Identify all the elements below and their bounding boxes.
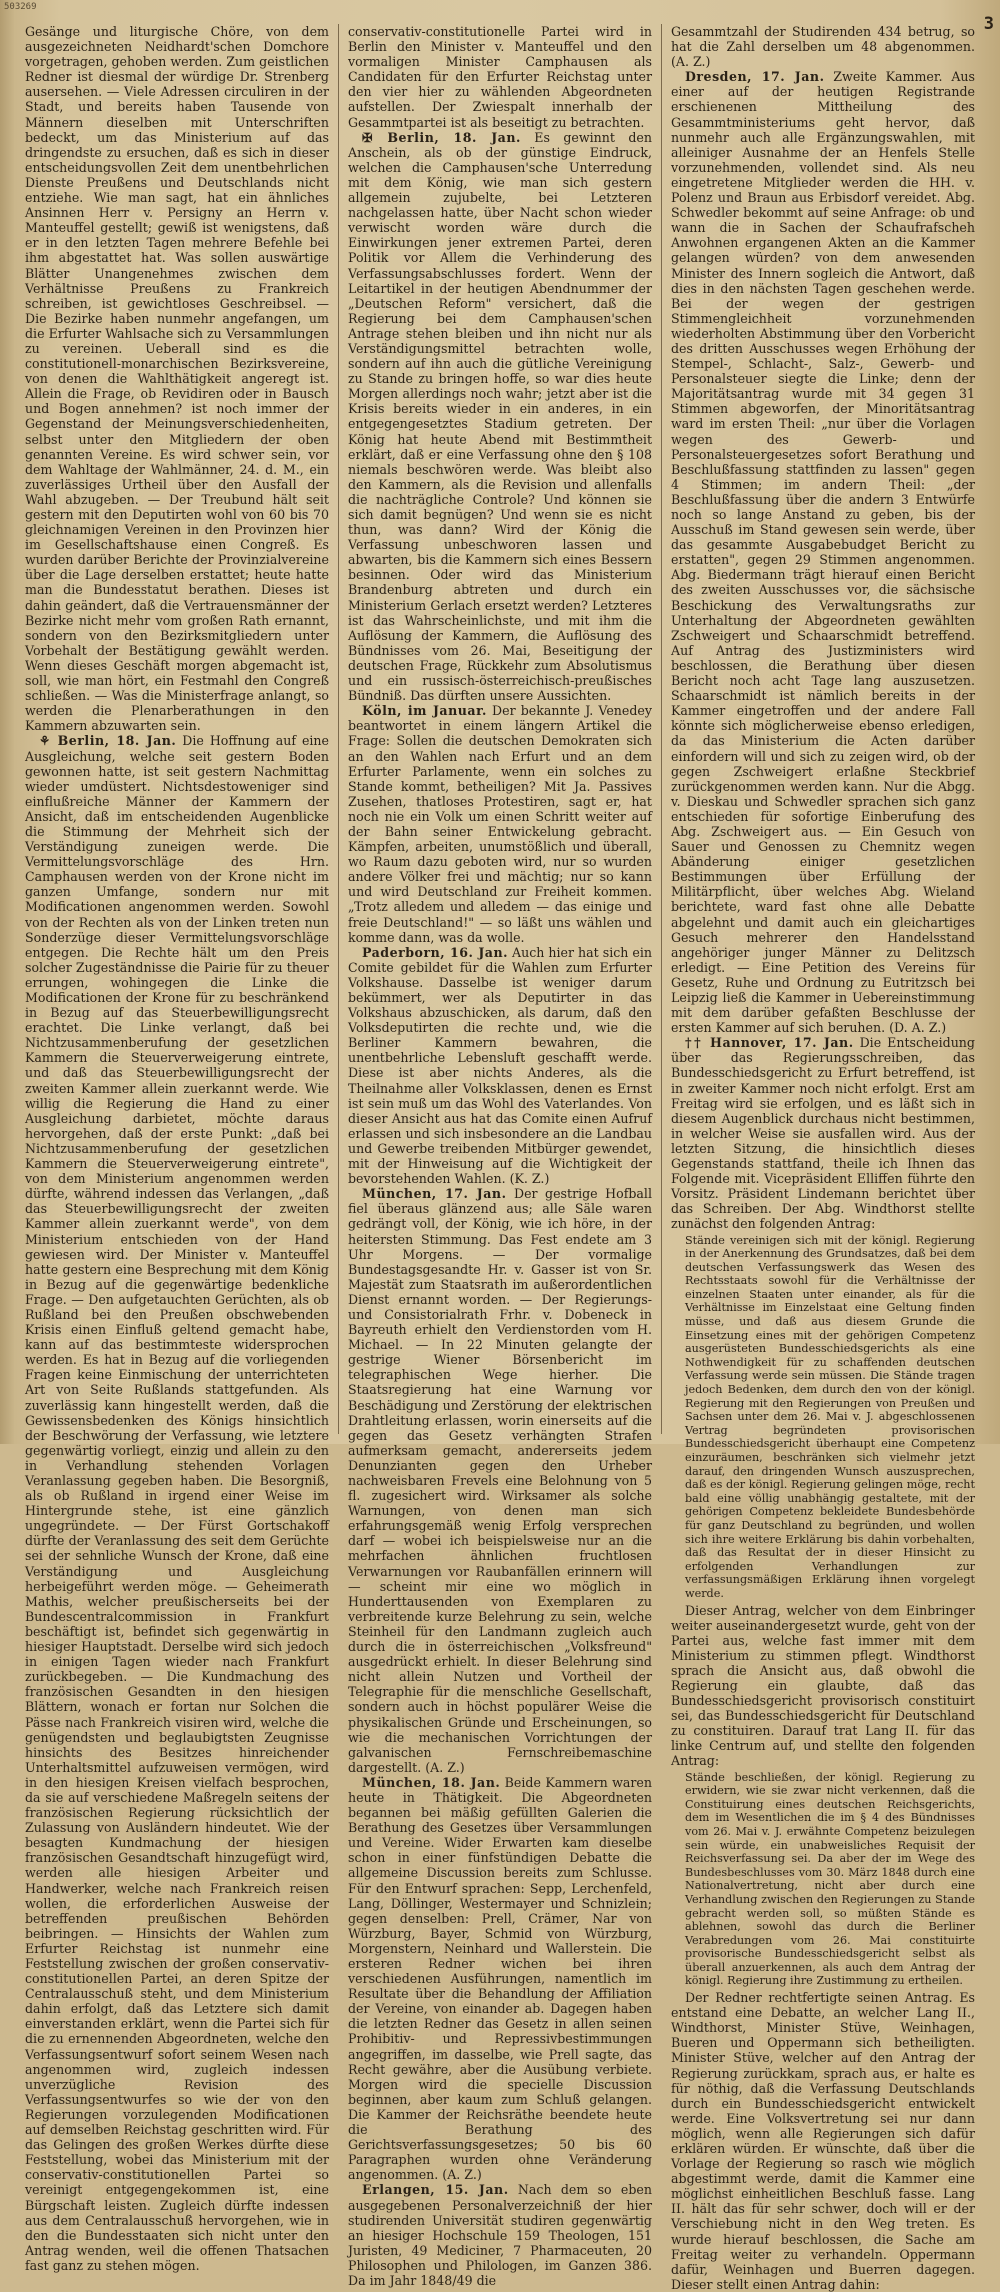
paragraph-text: Der gestrige Hofball fiel überaus glänzend aus; alle Säle waren gedrängt voll, der König, wie ich höre, in der heitersten Stimmung. Das Fest endete am 3 Uhr Morgens. — Der vormalige Bundestagsgesandte Hr. v. Gasser ist von Sr. Majestät zum Staatsrath im außerordentlichen Dienst ernannt worden. — Der Regierungs- und Consistorialrath Frhr. v. Dobeneck in Bayreuth erhielt den Verdienstorden vom H. Michael. — In 22 Minuten gelangte der gestrige Wiener Börsenbericht im telegraphischen Wege hierher. Die Staatsregierung hat eine Warnung vor Beschädigung und Zerstörung der elektrischen Drahtleitung erlassen, worin einerseits auf die gegen das Gesetz verhängten Strafen aufmerksam gemacht, andererseits jedem Denunzianten gegen den Urheber nachweisbaren Frevels eine Belohnung von 5 fl. zugesichert wird. Wirksamer als solche Warnungen, von denen man sich erfahrungsgemäß wenig Erfolg versprechen darf — wobei ich beispielsweise nur an die mehrfachen ähnlichen fruchtlosen Verwarnungen vor Raubanfällen erinnern will — scheint mir eine wo möglich in Hunderttausenden von Exemplaren zu verbreitende kurze Belehrung zu sein, welche Steinheil für den Landmann zugleich auch durch die in österreichischen „Volksfreund" ausgedrückt erhielt. In dieser Belehrung sind nicht allein Nutzen und Vortheil der Telegraphie für die menschliche Gesellschaft, sondern auch in höchst populärer Weise die physikalischen Gründe und Erscheinungen, so wie die mechanischen Vorrichtungen der galvanischen Fernschreibemaschine dargestellt. (A. Z.)	[348, 1186, 652, 1775]
dateline: Paderborn, 16. Jan.	[362, 944, 508, 960]
article-paragraph	[348, 24, 652, 130]
article-paragraph	[25, 733, 329, 2273]
article-paragraph	[348, 1775, 652, 2183]
article-paragraph	[348, 1186, 652, 1775]
paragraph-text: conservativ-constitutionelle Partei wird in Berlin den Minister v. Manteuffel und den vormaligen Minister Camphausen als Candidaten für den Erfurter Reichstag unter den vier hier zu wählenden Abgeordneten aufstellen. Der Zwiespalt innerhalb der Gesammtpartei ist als beseitigt zu betrachten.	[348, 24, 652, 130]
paragraph-text: Zweite Kammer. Aus einer auf der heutigen Registrande erschienenen Mittheilung des Gesammtministeriums geht hervor, daß nunmehr auch alle Ergänzungswahlen, mit alleiniger Ausnahme der an Henfels Stelle vorzunehmenden, vollendet sind. Als neu eingetretene Mitglieder werden die HH. v. Polenz und Braun aus Erbisdorf vereidet. Abg. Schwedler bekommt auf seine Anfrage: ob und wann die in Sachen der Schaufrafscheh Anwohnen ergangenen Akten an die Kammer gelangen würden? von dem anwesenden Minister des Innern sogleich die Antwort, daß dies in den nächsten Tagen geschehen werde. Bei der wegen der gestrigen Stimmengleichheit vorzunehmenden wiederholten Abstimmung über den Vorbericht des dritten Ausschusses wegen Erhöhung der Stempel-, Schlacht-, Salz-, Gewerb- und Personalsteuer siegte die Linke; denn der Majoritätsantrag wurde mit 34 gegen 31 Stimmen abgeworfen, der Minoritätsantrag ward im ersten Theil: „nur über die Vorlagen wegen des Gewerb- und Personalsteuergesetzes sofort Berathung und Beschlußfassung stattfinden zu lassen" gegen 4 Stimmen; im andern Theil: „der Beschlußfassung über die andern 3 Entwürfe noch so lange Anstand zu geben, bis der Ausschuß im Stand gewesen sein werde, über das gesammte Ausgabebudget Bericht zu erstatten", gegen 29 Stimmen angenommen. Abg. Biedermann trägt hierauf einen Bericht des zweiten Ausschusses vor, die sächsische Beschickung des Verwaltungsraths zur Unterhaltung der Abgeordneten gewählten Zschweigert und Schaarschmidt betreffend. Auf Antrag des Justizministers wird beschlossen, die Berathung über diesen Bericht noch acht Tage lang auszusetzen. Schaarschmidt ist nämlich bereits in der Kammer eingetroffen und der andere Fall könnte sich möglicherweise ebenso erledigen, da das Ministerium die Acten darüber einfordern will und sich zu zeigen wird, ob der gegen Zschweigert erlaßne Steckbrief zurückgenommen werden kann. Nur die Abgg. v. Dieskau und Schwedler sprachen sich ganz entschieden für sofortige Einberufung des Abg. Zschweigert aus. — Ein Gesuch von Sauer und Genossen zu Chemnitz wegen Abänderung einiger gesetzlichen Bestimmungen über Erfüllung der Militärpflicht, über welches Abg. Wieland berichtete, ward fast ohne alle Debatte abgelehnt und damit auch ein gleichartiges Gesuch mehrerer den Handelsstand angehöriger junger Männer zu Delitzsch erledigt. — Eine Petition des Vereins für Gesetz, Ruhe und Ordnung zu Eutritzsch bei Leipzig ließ die Kammer in Uebereinstimmung mit dem darüber gefaßten Beschlusse der ersten Kammer auf sich beruhen. (D. A. Z.)	[671, 69, 976, 1036]
dateline: ⚘ Berlin, 18. Jan.	[39, 733, 177, 749]
article-paragraph	[348, 945, 652, 1187]
dateline: Dresden, 17. Jan.	[685, 69, 825, 85]
article-paragraph	[25, 24, 329, 733]
page-number: 3	[983, 14, 994, 34]
article-paragraph	[671, 1990, 975, 2292]
paragraph-text: Dieser Antrag, welcher von dem Einbringer weiter auseinandergesetzt wurde, geht von der Partei aus, welche fast immer mit dem Ministerium zu stimmen pflegt. Windthorst sprach die Ansicht aus, daß obwohl die Regierung ein glaubte, daß das Bundesschiedsgericht provisorisch constituirt sei, das Bundesschiedsgericht für Deutschland zu constituiren. Darauf trat Lang II. für das linke Centrum auf, und stellte den folgenden Antrag:	[671, 1602, 975, 1769]
dateline: †† Hannover, 17. Jan.	[685, 1035, 854, 1051]
dateline: München, 17. Jan.	[362, 1186, 507, 1202]
motion-text	[685, 1771, 975, 1989]
article-paragraph	[348, 2182, 652, 2288]
dateline: Köln, im Januar.	[362, 703, 487, 719]
dateline: Erlangen, 15. Jan.	[362, 2182, 509, 2198]
paragraph-text: Der Redner rechtfertigte seinen Antrag. Es entstand eine Debatte, an welcher Lang II., Windthorst, Minister Stüve, Weinhagen, Bueren und Oppermann sich betheiligten. Minister Stüve, welcher auf den Antrag der Regierung zurückkam, sprach aus, er halte es für nöthig, daß die Verfassung Deutschlands durch ein Bundesschiedsgericht entwickelt werde. Eine Volksvertretung sei nur dann möglich, wenn alle Regierungen sich dafür erklären würden. Er wünschte, daß über die Vorlage der Regierung so rasch wie möglich abgestimmt werde, damit die Kammer eine möglichst einheitlichen Beschluß fasse. Lang II. hält das für sehr schwer, doch will er der Verschiebung nicht in den Weg treten. Es wurde hierauf beschlossen, die Sache am Freitag weiter zu verhandeln. Oppermann dafür, Weinhagen und Buerren dagegen. Dieser stellt einen Antrag dahin:	[671, 1990, 975, 2292]
paragraph-text: Die Hoffnung auf eine Ausgleichung, welche seit gestern Boden gewonnen hatte, ist seit gestern Nachmittag wieder umdüstert. Nichtsdestoweniger sind einflußreiche Männer der Kammern der Ansicht, daß im entscheidenden Augenblicke die Stimmung der Mehrheit sich der Verständigung zuneigen werde. Die Vermittelungsvorschläge des Hrn. Camphausen werden von der Krone nicht im ganzen Umfange, sondern nur mit Modificationen angenommen werden. Sowohl von der Rechten als von der Linken treten nun Sonderzüge dieser Vermittelungsvorschläge entgegen. Die Rechte hält um den Preis solcher Zugeständnisse die Pairie für zu theuer errungen, wohingegen die Linke die Modificationen der Krone für zu beschränkend in Bezug auf das Steuerbewilligungsrecht erachtet. Die Linke verlangt, daß bei Nichtzusammenberufung der gesetzlichen Kammern die Steuerverweigerung eintrete, und daß das Steuerbewilligungsrecht der zweiten Kammer allein zuerkannt werde. Wie willig die Regierung die Hand zu einer Ausgleichung darbietet, möchte daraus hervorgehen, daß der erste Punkt: „daß bei Nichtzusammenberufung der gesetzlichen Kammern die Steuerverweigerung eintrete", von dem Ministerium angenommen werden dürfte, während indessen das Verlangen, „daß das Steuerbewilligungsrecht der zweiten Kammer allein zuerkannt werde", von dem Ministerium entschieden von der Hand gewiesen wird. Der Minister v. Manteuffel hatte gestern eine Besprechung mit dem König in Bezug auf die gegenwärtige bedenkliche Frage. — Den aufgetauchten Gerüchten, als ob Rußland bei den Preußen obschwebenden Krisis einen Einfluß geltend gemacht habe, kann auf das bestimmteste widersprochen werden. Es hat in Bezug auf die vorliegenden Fragen keine Einmischung der unterrichteten Art von Seite Rußlands stattgefunden. Als zuverlässig kann hingestellt werden, daß die Gewissensbedenken des Königs hinsichtlich der Beschwörung der Verfassung, wie letztere gegenwärtig vorliegt, einzig und allein zu den in Verhandlung stehenden Vorlagen Veranlassung gegeben haben. Die Besorgniß, als ob Rußland in irgend einer Weise im Hintergrunde stehe, ist eine gänzlich ungegründete. — Der Fürst Gortschakoff dürfte der Veranlassung des seit dem Gerüchte sei der sehnliche Wunsch der Krone, daß eine Verständigung und Ausgleichung herbeigeführt werden möge. — Geheimerath Mathis, welcher preußischerseits bei der Bundescentralcommission in Frankfurt beschäftigt ist, befindet sich gegenwärtig in hiesiger Hauptstadt. Derselbe wird sich jedoch in einigen Tagen wieder nach Frankfurt zurückbegeben. — Die Kundmachung des französischen Gesandten in den hiesigen Blättern, wonach er fortan nur Solchen die Pässe nach Frankreich visiren wird, welche die genügendsten und beglaubigtsten Zeugnisse hinsichts des Besitzes hinreichender Unterhaltsmittel aufzuweisen vermögen, wird in den hiesigen Kreisen vielfach besprochen, da sie auf verschiedene Maßregeln seitens der französischen Regierung rücksichtlich der Zulassung von Ausländern hindeutet. Wie der besagten Kundmachung der hiesigen französischen Gesandtschaft hinzugefügt wird, werden alle hiesigen Arbeiter und Handwerker, welche nach Frankreich reisen wollen, die erforderlichen Ausweise der betreffenden preußischen Behörden beibringen. — Hinsichts der Wahlen zum Erfurter Reichstag ist nunmehr eine Feststellung zwischen der großen conservativ-constitutionellen Partei, an deren Spitze der Centralausschuß steht, und dem Ministerium dahin erfolgt, daß das Letztere sich damit einverstanden erklärt, wenn die Partei sich für die zu ernennenden Abgeordneten, welche den Verfassungsentwurf sofort seinem Wesen nach angenommen wird, zugleich indessen unverzügliche Revision des Verfassungsentwurfes so wie der von den Regierungen vorzulegenden Modificationen auf demselben Reichstag geschritten wird. Für das Gelingen des großen Werkes dürfte diese Feststellung, wobei das Ministerium mit der conservativ-constitutionellen Partei so vereinigt entgegengekommen ist, eine Bürgschaft leisten. Zugleich dürfte indessen aus dem Centralausschuß hervorgehen, wie in den die Bundesstaaten sich nicht unter den Antrag wenden, weil die offenen Thatsachen fast ganz zu stehen mögen.	[25, 733, 329, 2273]
article-paragraph	[671, 24, 975, 69]
dateline: ✠ Berlin, 18. Jan.	[362, 129, 521, 145]
paragraph-text: Der bekannte J. Venedey beantwortet in einem längern Artikel die Frage: Sollen die deutschen Demokraten sich an den Wahlen nach Erfurt und an dem Erfurter Parlamente, wenn ein solches zu Stande kommt, betheiligen? Mit Ja. Passives Zusehen, thatloses Protestiren, sagt er, hat noch nie ein Volk um einen Schritt weiter auf der Bahn seiner Entwickelung gebracht. Kämpfen, arbeiten, unumstößlich und überall, wo Raum dazu geboten wird, nur so wurden andere Völker frei und mächtig; nur so kann und wird Deutschland zur Freiheit kommen. „Trotz alledem und alledem — das einige und freie Deutschland!" — so läßt uns wählen und komme dann, was da wolle.	[348, 703, 652, 945]
column-1	[16, 24, 339, 2273]
paragraph-text: Stände vereinigen sich mit der königl. Regierung in der Anerkennung des Grundsatzes, daß bei dem deutschen Verfassungswerk das Wesen des Rechtsstaats sowohl für die Verhältnisse der einzelnen Staaten unter einander, als für die Verhältnisse im Einzelstaat eine Geltung finden müsse, und daß aus diesem Grunde die Einsetzung eines mit der gehörigen Competenz ausgerüsteten Bundesschiedsgerichts als eine Nothwendigkeit für zu schaffenden deutschen Verfassung werde sein müssen. Die Stände tragen jedoch Bedenken, dem durch den von der königl. Regierung mit den Regierungen von Preußen und Sachsen unter dem 26. Mai v. J. abgeschlossenen Vertrag begründeten provisorischen Bundesschiedsgericht überhaupt eine Competenz einzuräumen, beschränken sich vielmehr jetzt darauf, den dringenden Wunsch auszusprechen, daß es der königl. Regierung gelingen möge, recht bald eine völlig unabhängig gestaltete, mit der gehörigen Competenz bekleidete Bundesbehörde für ganz Deutschland zu begründen, und wollen sich ihre weitere Erklärung bis dahin vorbehalten, daß das Resultat der in dieser Hinsicht zu erfolgenden Verhandlungen zur verfassungsmäßigen Erklärung ihnen vorgelegt werde.	[685, 1233, 975, 1600]
paragraph-text: Beide Kammern waren heute in Thätigkeit. Die Abgeordneten begannen bei mäßig gefüllten Galerien die Berathung des Gesetzes über Versammlungen und Vereine. Wider Erwarten kam dieselbe schon in einer fünfstündigen Debatte die allgemeine Discussion bereits zum Schlusse. Für den Entwurf sprachen: Sepp, Lerchenfeld, Lang, Döllinger, Westermayer und Schnizlein; gegen denselben: Prell, Crämer, Nar von Würzburg, Bayer, Schmid von Würzburg, Morgenstern, Neinhard und Wallerstein. Die ersteren Redner wichen bei ihren verschiedenen Ausführungen, namentlich im Resultate über die Behandlung der Affiliation der Vereine, von einander ab. Dagegen haben die letzten Redner das Gesetz in allen seinen Prohibitiv- und Repressivbestimmungen angegriffen, im dasselbe, wie Prell sagte, das Recht gewähre, aber die Ausübung verbiete. Morgen wird die specielle Discussion beginnen, aber kaum zum Schluß gelangen. Die Kammer der Reichsräthe beendete heute die Berathung des Gerichtsverfassungsgesetzes; 50 bis 60 Paragraphen wurden ohne Veränderung angenommen. (A. Z.)	[348, 1774, 652, 2183]
article-paragraph	[348, 130, 652, 704]
article-paragraph	[671, 69, 975, 1035]
archive-id: 503269	[4, 2, 37, 12]
text-columns	[16, 24, 984, 2292]
column-3	[662, 24, 984, 2292]
paragraph-text: Die Entscheidung über das Regierungsschreiben, das Bundesschiedsgericht zu Erfurt betreffend, ist in zweiter Kammer noch nicht erfolgt. Erst am Freitag wird sie erfolgen, und es läßt sich in diesem Augenblick durchaus nicht bestimmen, in welcher Weise sie ausfallen wird. Aus der letzten Sitzung, die hinsichtlich dieses Gegenstands stattfand, theile ich Ihnen das Folgende mit. Vicepräsident Elliffen führte den Vorsitz. Präsident Lindemann berichtet über das Schreiben. Der Abg. Windthorst stellte zunächst den folgenden Antrag:	[671, 1035, 975, 1232]
paragraph-text: Nach dem so eben ausgegebenen Personalverzeichniß der hier studirenden Universität studiren gegenwärtig an hiesiger Hochschule 159 Theologen, 151 Juristen, 49 Mediciner, 7 Pharmaceuten, 20 Philosophen und Philologen, im Ganzen 386. Da im Jahr 1848/49 die	[348, 2182, 652, 2288]
column-2	[339, 24, 662, 2288]
paragraph-text: Es gewinnt den Anschein, als ob der günstige Eindruck, welchen die Camphausen'sche Unterredung mit dem König, wie man sich gestern allgemein zujubelte, bei Letzteren nachgelassen hatte, über Nacht schon wieder verwischt worden wäre durch die Einwirkungen jener extremen Partei, deren Politik vor Allem die Verhinderung des Verfassungsabschlusses fordert. Wenn der Leitartikel in der heutigen Abendnummer der „Deutschen Reform" versichert, daß die Regierung bei dem Camphausen'schen Antrage stehen bleiben und ihn nicht nur als Verständigungsmittel betrachten wolle, sondern auf ihn auch die gütliche Vereinigung zu Stande zu bringen hoffe, so war dies heute Morgen allerdings noch wahr; jetzt aber ist die Krisis bereits wieder in ein anderes, in ein entgegengesetztes Stadium getreten. Der König hat heute Abend mit Bestimmtheit erklärt, daß er eine Verfassung ohne den § 108 niemals beschwören werde. Was bleibt also den Kammern, als die Revision und allenfalls die nachträgliche Controle? Und können sie sich damit begnügen? Und wenn sie es nicht thun, was dann? Wird der König die Verfassung unbeschworen lassen und abwarten, bis die Kammern sich eines Bessern besinnen. Oder wird das Ministerium Brandenburg abtreten und durch ein Ministerium Gerlach ersetzt werden? Letzteres ist das Wahrscheinlichste, und mit ihm die Auflösung der Kammern, die Auflösung des Bündnisses vom 26. Mai, Beseitigung der deutschen Frage, Rückkehr zum Absolutismus und ein russisch-österreichisch-preußisches Bündniß. Das dürften unsere Aussichten.	[348, 129, 652, 704]
article-paragraph	[348, 703, 652, 945]
dateline: München, 18. Jan.	[362, 1774, 501, 1790]
paragraph-text: Gesammtzahl der Studirenden 434 betrug, so hat die Zahl derselben um 48 abgenommen. (A. Z.)	[671, 24, 975, 70]
paragraph-text: Stände beschließen, der königl. Regierung zu erwidern, wie sie zwar nicht verkennen, daß die Constituirung eines deutschen Reichsgerichts, dem im Wesentlichen die im § 4 des Bündnisses vom 26. Mai v. J. erwähnte Competenz beizulegen sein würde, ein unabweisliches Requisit der Reichsverfassung sei. Da aber der im Wege des Bundesbeschlusses vom 30. März 1848 durch eine Nationalvertretung, nicht aber durch eine Verhandlung zwischen den Regierungen zu Stande gebracht werden soll, so müßten Stände es ablehnen, sowohl das durch die Berliner Verabredungen vom 26. Mai constituirte provisorische Bundesschiedsgericht selbst als überall anzuerkennen, als auch dem Antrag der königl. Regierung ihre Zustimmung zu ertheilen.	[685, 1770, 975, 1988]
paragraph-text: Auch hier hat sich ein Comite gebildet für die Wahlen zum Erfurter Volkshause. Dasselbe ist weniger darum bekümmert, wer als Deputirter in das Volkshaus abzuschicken, als darum, daß den Volksdeputirten die rechte und, wie die Berliner Kammern bewahren, die unentbehrliche Lebensluft geschafft werde. Diese ist aber nichts Anderes, als die Theilnahme aller Volksklassen, denen es Ernst ist sein muß um das Wohl des Vaterlandes. Von dieser Ansicht aus hat das Comite einen Aufruf erlassen und sich insbesondere an die Landbau und Gewerbe treibenden Mitbürger gewendet, mit der Hinweisung auf die Wichtigkeit der bevorstehenden Wahlen. (K. Z.)	[348, 944, 653, 1187]
article-paragraph	[671, 1603, 975, 1769]
article-paragraph	[671, 1035, 975, 1231]
paragraph-text: Gesänge und liturgische Chöre, von dem ausgezeichneten Neidhardt'schen Domchore vorgetragen, gehoben werden. Zum geistlichen Redner ist diesmal der würdige Dr. Strenberg ausersehen. — Viele Adressen circuliren in der Stadt, und bereits haben Tausende von Männern dieselben mit Unterschriften bedeckt, um das Ministerium auf das dringendste zu ersuchen, daß es sich in dieser entscheidungsvollen Zeit dem unentbehrlichen Dienste Preußens und Deutschlands nicht entziehe. Wie man sagt, hat ein ähnliches Ansinnen Herr v. Persigny an Herrn v. Manteuffel gestellt; gewiß ist wenigstens, daß er in den letzten Tagen mehrere Befehle bei ihm abgestattet hat. Was sollen auswärtige Blätter Unangenehmes zwischen dem Verhältnisse Preußens zu Frankreich schreiben, ist gewichtloses Geschreibsel. — Die Bezirke haben nunmehr angefangen, um die Erfurter Wahlsache sich zu Versammlungen zu vereinen. Ueberall sind es die constitutionell-monarchischen Bezirksvereine, von denen die Wahlthätigkeit angeregt ist. Allein die Frage, ob Revidiren oder in Bausch und Bogen annehmen? ist noch immer der Gegenstand der Meinungsverschiedenheiten, selbst unter den Mitgliedern der oben genannten Vereine. Es wird schwer sein, vor dem Wahltage der Wahlmänner, 24. d. M., ein zuverlässiges Urtheil über den Ausfall der Wahl abzugeben. — Der Treubund hält seit gestern mit den Deputirten wohl von 60 bis 70 gleichnamigen Vereinen in den Provinzen hier im Gesellschaftshause einen Congreß. Es wurden darüber Berichte der Provinzialvereine über die Lage derselben erstattet; heute hatte man die Bundesstatut berathen. Dieses ist dahin geändert, daß die Vertrauensmänner der Bezirke nicht mehr vom großen Rath ernannt, sondern von den Bezirksmitgliedern unter Vorbehalt der Bestätigung gewählt werden. Wenn dieses Geschäft morgen abgemacht ist, soll, wie man hört, ein Festmahl den Congreß schließen. — Was die Ministerfrage anlangt, so werden die Plenarberathungen in den Kammern abzuwarten sein.	[25, 24, 329, 734]
motion-text	[685, 1234, 975, 1601]
binding-edge	[0, 0, 14, 1444]
